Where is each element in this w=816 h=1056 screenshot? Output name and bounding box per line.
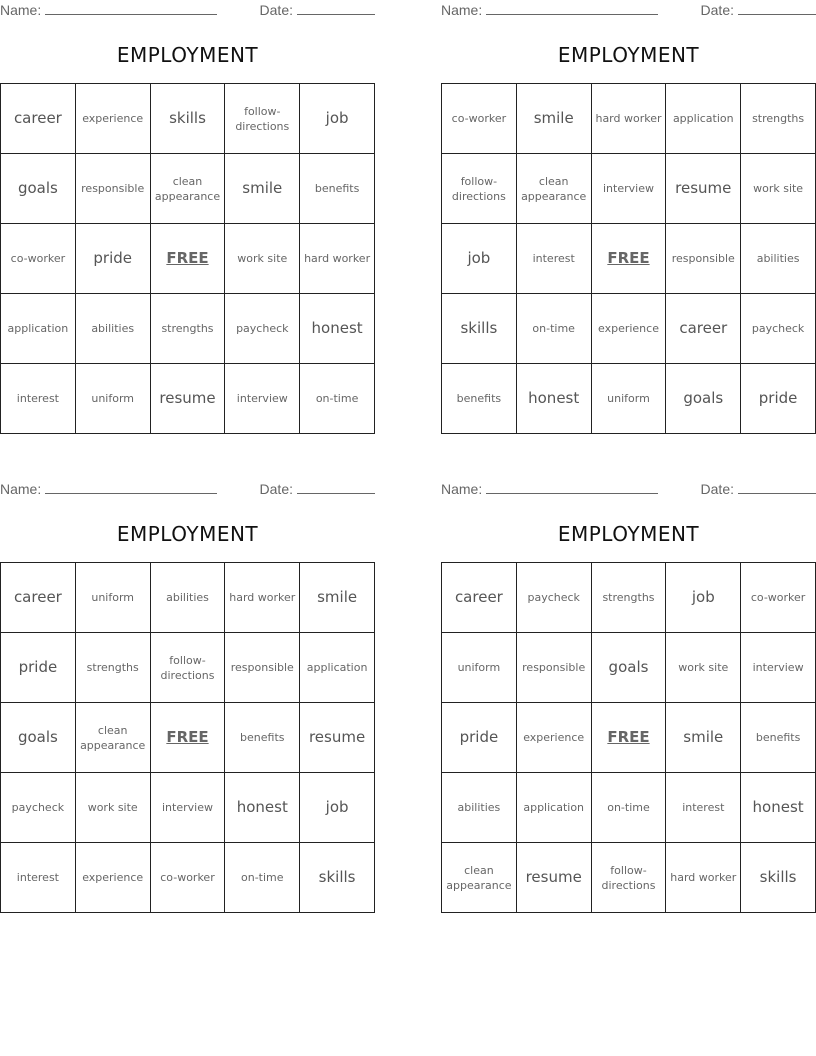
bingo-cell: resume xyxy=(300,703,375,773)
date-line xyxy=(738,481,816,494)
bingo-cell: hard worker xyxy=(300,224,375,294)
bingo-cell: job xyxy=(300,84,375,154)
bingo-cell: strengths xyxy=(741,84,816,154)
bingo-cell: experience xyxy=(76,843,151,913)
date-field[interactable] xyxy=(701,2,816,18)
date-label: Date: xyxy=(259,481,293,497)
bingo-cell: abilities xyxy=(442,773,517,843)
name-label: Name: xyxy=(441,2,483,18)
bingo-cell: job xyxy=(300,773,375,843)
card-title: EMPLOYMENT xyxy=(116,43,259,67)
bingo-cell: interview xyxy=(225,364,300,434)
bingo-cell: goals xyxy=(592,633,667,703)
bingo-cell: hard worker xyxy=(666,843,741,913)
bingo-grid xyxy=(0,562,375,913)
bingo-cell: work site xyxy=(76,773,151,843)
bingo-cell: paycheck xyxy=(225,294,300,364)
bingo-cell: hard worker xyxy=(592,84,667,154)
card-title: EMPLOYMENT xyxy=(116,522,259,546)
bingo-cell: interest xyxy=(666,773,741,843)
bingo-cell: career xyxy=(1,563,76,633)
free-space-cell: FREE xyxy=(151,703,226,773)
bingo-cell: benefits xyxy=(225,703,300,773)
bingo-cell: benefits xyxy=(442,364,517,434)
bingo-cell: skills xyxy=(151,84,226,154)
name-field[interactable] xyxy=(0,2,217,18)
bingo-cell: application xyxy=(666,84,741,154)
bingo-cell: strengths xyxy=(592,563,667,633)
name-line xyxy=(486,481,658,494)
name-date-bar xyxy=(0,2,375,20)
bingo-cell: responsible xyxy=(225,633,300,703)
bingo-cell: pride xyxy=(76,224,151,294)
bingo-cell: interest xyxy=(517,224,592,294)
bingo-cell: application xyxy=(300,633,375,703)
name-line xyxy=(486,2,658,15)
bingo-cell: resume xyxy=(666,154,741,224)
bingo-grid xyxy=(441,562,816,913)
name-field[interactable] xyxy=(441,481,658,497)
date-line xyxy=(297,481,375,494)
bingo-cell: responsible xyxy=(76,154,151,224)
bingo-cell: follow-directions xyxy=(151,633,226,703)
bingo-cell: on-time xyxy=(300,364,375,434)
bingo-cell: smile xyxy=(666,703,741,773)
bingo-cell: interest xyxy=(1,843,76,913)
bingo-cell: strengths xyxy=(76,633,151,703)
bingo-cell: experience xyxy=(592,294,667,364)
bingo-cell: responsible xyxy=(666,224,741,294)
bingo-cell: co-worker xyxy=(442,84,517,154)
bingo-cell: uniform xyxy=(76,364,151,434)
bingo-cell: on-time xyxy=(225,843,300,913)
bingo-cell: experience xyxy=(76,84,151,154)
bingo-cell: work site xyxy=(666,633,741,703)
card-title: EMPLOYMENT xyxy=(557,522,700,546)
bingo-cell: job xyxy=(442,224,517,294)
bingo-cell: paycheck xyxy=(517,563,592,633)
name-label: Name: xyxy=(441,481,483,497)
name-field[interactable] xyxy=(441,2,658,18)
name-line xyxy=(45,2,217,15)
bingo-cell: co-worker xyxy=(741,563,816,633)
bingo-cell: career xyxy=(1,84,76,154)
bingo-cell: application xyxy=(1,294,76,364)
date-line xyxy=(297,2,375,15)
bingo-cell: uniform xyxy=(592,364,667,434)
bingo-cell: resume xyxy=(151,364,226,434)
date-label: Date: xyxy=(700,481,734,497)
bingo-cell: interview xyxy=(151,773,226,843)
name-date-bar xyxy=(441,2,816,20)
bingo-cell: skills xyxy=(300,843,375,913)
bingo-cell: co-worker xyxy=(151,843,226,913)
bingo-cell: strengths xyxy=(151,294,226,364)
bingo-cell: honest xyxy=(300,294,375,364)
bingo-cell: honest xyxy=(517,364,592,434)
bingo-cell: interest xyxy=(1,364,76,434)
name-line xyxy=(45,481,217,494)
name-date-bar xyxy=(441,481,816,499)
bingo-cell: follow-directions xyxy=(592,843,667,913)
date-label: Date: xyxy=(700,2,734,18)
bingo-cell: clean appearance xyxy=(517,154,592,224)
bingo-cell: on-time xyxy=(517,294,592,364)
bingo-cell: follow-directions xyxy=(225,84,300,154)
bingo-cell: clean appearance xyxy=(151,154,226,224)
card-title: EMPLOYMENT xyxy=(557,43,700,67)
bingo-cell: work site xyxy=(225,224,300,294)
bingo-cell: smile xyxy=(225,154,300,224)
bingo-grid xyxy=(441,83,816,434)
bingo-cell: abilities xyxy=(76,294,151,364)
bingo-cell: paycheck xyxy=(741,294,816,364)
bingo-cell: benefits xyxy=(300,154,375,224)
name-label: Name: xyxy=(0,481,42,497)
bingo-cell: pride xyxy=(1,633,76,703)
bingo-cell: goals xyxy=(666,364,741,434)
free-space-cell: FREE xyxy=(592,703,667,773)
bingo-cell: abilities xyxy=(741,224,816,294)
bingo-cell: pride xyxy=(741,364,816,434)
bingo-cell: goals xyxy=(1,154,76,224)
bingo-cell: benefits xyxy=(741,703,816,773)
bingo-grid xyxy=(0,83,375,434)
bingo-cell: abilities xyxy=(151,563,226,633)
bingo-cell: co-worker xyxy=(1,224,76,294)
name-label: Name: xyxy=(0,2,42,18)
date-field[interactable] xyxy=(701,481,816,497)
bingo-cell: application xyxy=(517,773,592,843)
date-field[interactable] xyxy=(260,2,375,18)
bingo-cell: paycheck xyxy=(1,773,76,843)
free-space-cell: FREE xyxy=(151,224,226,294)
free-space-cell: FREE xyxy=(592,224,667,294)
bingo-cell: skills xyxy=(741,843,816,913)
bingo-cell: work site xyxy=(741,154,816,224)
name-date-bar xyxy=(0,481,375,499)
bingo-cell: career xyxy=(666,294,741,364)
bingo-cell: on-time xyxy=(592,773,667,843)
bingo-cell: smile xyxy=(517,84,592,154)
bingo-cell: smile xyxy=(300,563,375,633)
bingo-cell: pride xyxy=(442,703,517,773)
bingo-cell: hard worker xyxy=(225,563,300,633)
bingo-cell: resume xyxy=(517,843,592,913)
bingo-cell: job xyxy=(666,563,741,633)
bingo-cell: experience xyxy=(517,703,592,773)
bingo-cell: skills xyxy=(442,294,517,364)
date-field[interactable] xyxy=(260,481,375,497)
bingo-cell: career xyxy=(442,563,517,633)
date-label: Date: xyxy=(259,2,293,18)
bingo-cell: follow-directions xyxy=(442,154,517,224)
bingo-cell: clean appearance xyxy=(76,703,151,773)
bingo-cell: uniform xyxy=(442,633,517,703)
bingo-cell: honest xyxy=(741,773,816,843)
bingo-cell: interview xyxy=(592,154,667,224)
bingo-cell: honest xyxy=(225,773,300,843)
bingo-cell: uniform xyxy=(76,563,151,633)
date-line xyxy=(738,2,816,15)
bingo-cell: clean appearance xyxy=(442,843,517,913)
name-field[interactable] xyxy=(0,481,217,497)
bingo-cell: responsible xyxy=(517,633,592,703)
bingo-cell: interview xyxy=(741,633,816,703)
bingo-cell: goals xyxy=(1,703,76,773)
